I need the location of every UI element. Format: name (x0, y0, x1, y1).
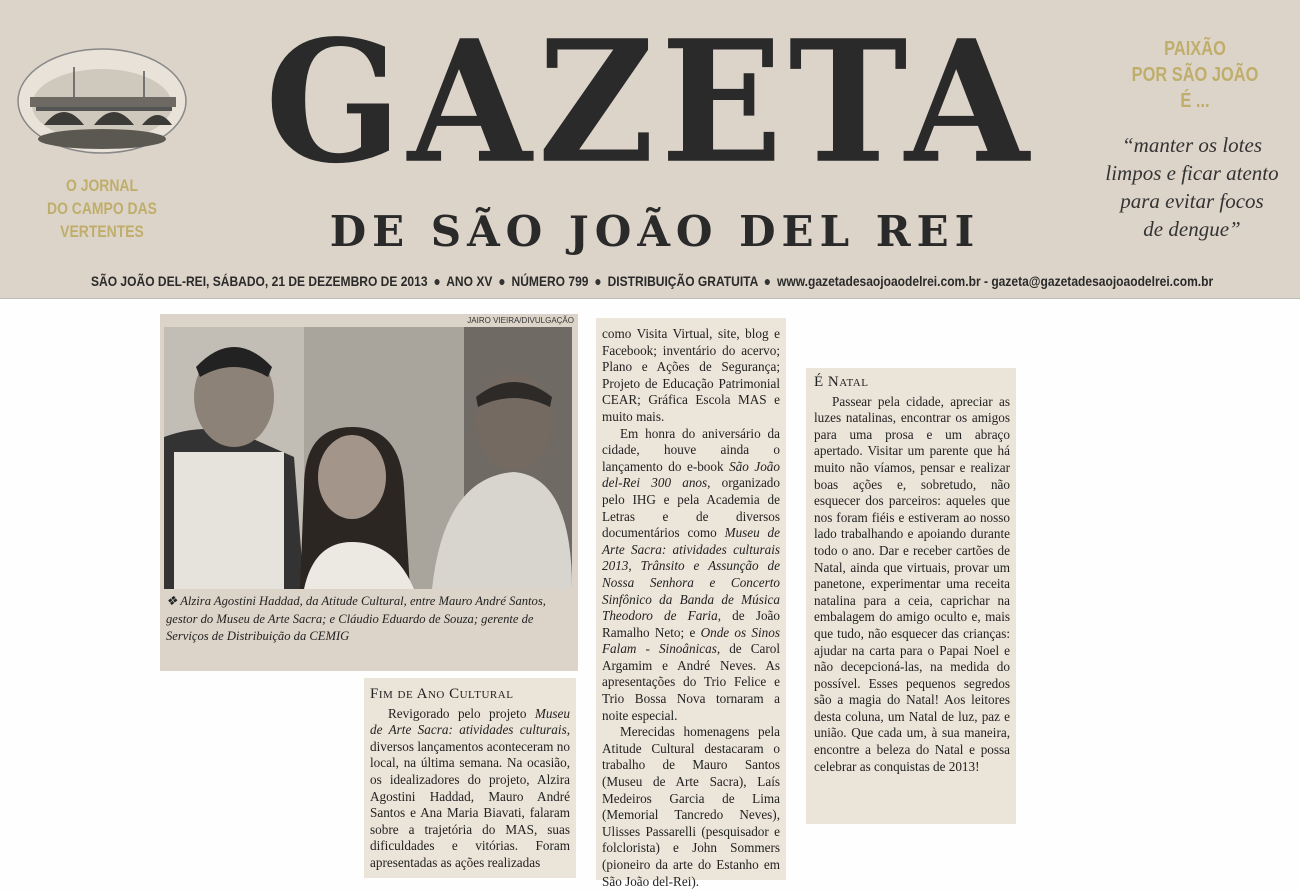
dateline-place-date: SÃO JOÃO DEL-REI, SÁBADO, 21 DE DEZEMBRO DE 2013 (91, 273, 428, 289)
article-paragraph: Em honra do aniversário da cidade, houve ainda o lançamento do e-book São João del-Rei 300 anos, organizado pelo IHG e pela Academia de Letras e de diversos documentários como Museu de Arte Sacra: atividades culturais 2013, Trânsito e Assunção de Nossa Senhora e Concerto Sinfônico da Banda de Música Theodoro de Faria, de João Ramalho Neto; e Onde os Sinos Falam - Sinoânicas, de Carol Argamim e André Neves. As apresentações do Trio Felice e Trio Bossa Nova tornaram a noite especial. (602, 425, 781, 723)
article-paragraph: como Visita Virtual, site, blog e Facebook; inventário do acervo; Plano e Ações de Segurança; Projeto de Educação Patrimonial CEAR; Gráfica Escola MAS e muito mais. (602, 326, 780, 424)
article-fim-de-ano-cultural (364, 678, 576, 878)
article-heading: É Natal (814, 374, 869, 390)
bullet-icon: ● (433, 273, 441, 289)
dateline (91, 272, 1214, 290)
dateline-year: ANO XV (446, 273, 493, 289)
newspaper-title: GAZETA (265, 3, 1035, 201)
slogan-right-quote: “manter os lotes limpos e ficar atento para evitar focos de dengue” (1105, 133, 1279, 241)
dateline-contact: www.gazetadesaojoaodelrei.com.br - gazeta@gazetadesaojoaodelrei.com.br (777, 273, 1214, 289)
bridge-logo-image (16, 47, 188, 155)
slogan-left: O JORNAL DO CAMPO DAS VERTENTES (47, 176, 157, 241)
photo-caption: ❖ Alzira Agostini Haddad, da Atitude Cultural, entre Mauro André Santos, gestor do Museu de Arte Sacra; e Cláudio Eduardo de Souza; gerente de Serviços de Distribuição da CEMIG (166, 594, 546, 643)
article-paragraph: Merecidas homenagens pela Atitude Cultural destacaram o trabalho de Mauro Santos (Museu de Arte Sacra), Laís Medeiros Garcia de Lima (Memorial Tancredo Neves), Ulisses Passarelli (pesquisador e folclorista) e John Sommers (pioneiro da arte do Estanho em São João del-Rei). (602, 724, 780, 889)
slogan-right-top: PAIXÃO POR SÃO JOÃO É ... (1131, 38, 1259, 112)
article-paragraph: Revigorado pelo projeto Museu de Arte Sacra: atividades culturais, diversos lançamentos aconteceram no local, na última semana. Na ocasião, os idealizadores do projeto, Alzira Agostini Haddad, Mauro André Santos e Ana Maria Biavati, falaram sobre a trajetória do MAS, suas dificuldades e vitórias. Foram apresentadas as ações realizadas (370, 705, 570, 870)
bullet-icon: ● (498, 273, 506, 289)
photo-credit: JAIRO VIEIRA/DIVULGAÇÃO (467, 316, 574, 325)
bullet-icon: ● (763, 273, 772, 289)
article-continuation (596, 318, 786, 889)
dateline-distribution: DISTRIBUIÇÃO GRATUITA (607, 273, 758, 289)
photo-box (160, 314, 578, 671)
bullet-icon: ● (594, 273, 602, 289)
masthead (0, 0, 1300, 299)
dateline-number: NÚMERO 799 (511, 273, 589, 289)
article-heading: Fim de Ano Cultural (370, 686, 514, 702)
newspaper-subtitle: DE SÃO JOÃO DEL REI (329, 207, 981, 256)
article-e-natal (806, 368, 1016, 824)
article-paragraph: Passear pela cidade, apreciar as luzes natalinas, encontrar os amigos para uma prosa e um abraço apertado. Visitar um parente que há muito não víamos, pensar e realizar boas ações e, sobretudo, não esquecer dos parceiros: aqueles que nos foram fiéis e estiveram ao nosso lado trabalhando e apoiando durante todo o ano. Dar e receber cartões de Natal, ainda que virtuais, provar um panetone, experimentar uma receita natalina para a ceia, caprichar na embalagem do amigo oculto e, mais que tudo, não esquecer das crianças: ajudar na carta para o Papai Noel e não decepcioná-las, na medida do possível. Esses pequenos segredos são a magia do Natal! Aos leitores desta coluna, um Natal de luz, paz e união. Que cada um, à sua maneira, encontre a beleza do Natal e possa celebrar as conquistas de 2013! (814, 393, 1010, 774)
people-photo (164, 327, 572, 589)
